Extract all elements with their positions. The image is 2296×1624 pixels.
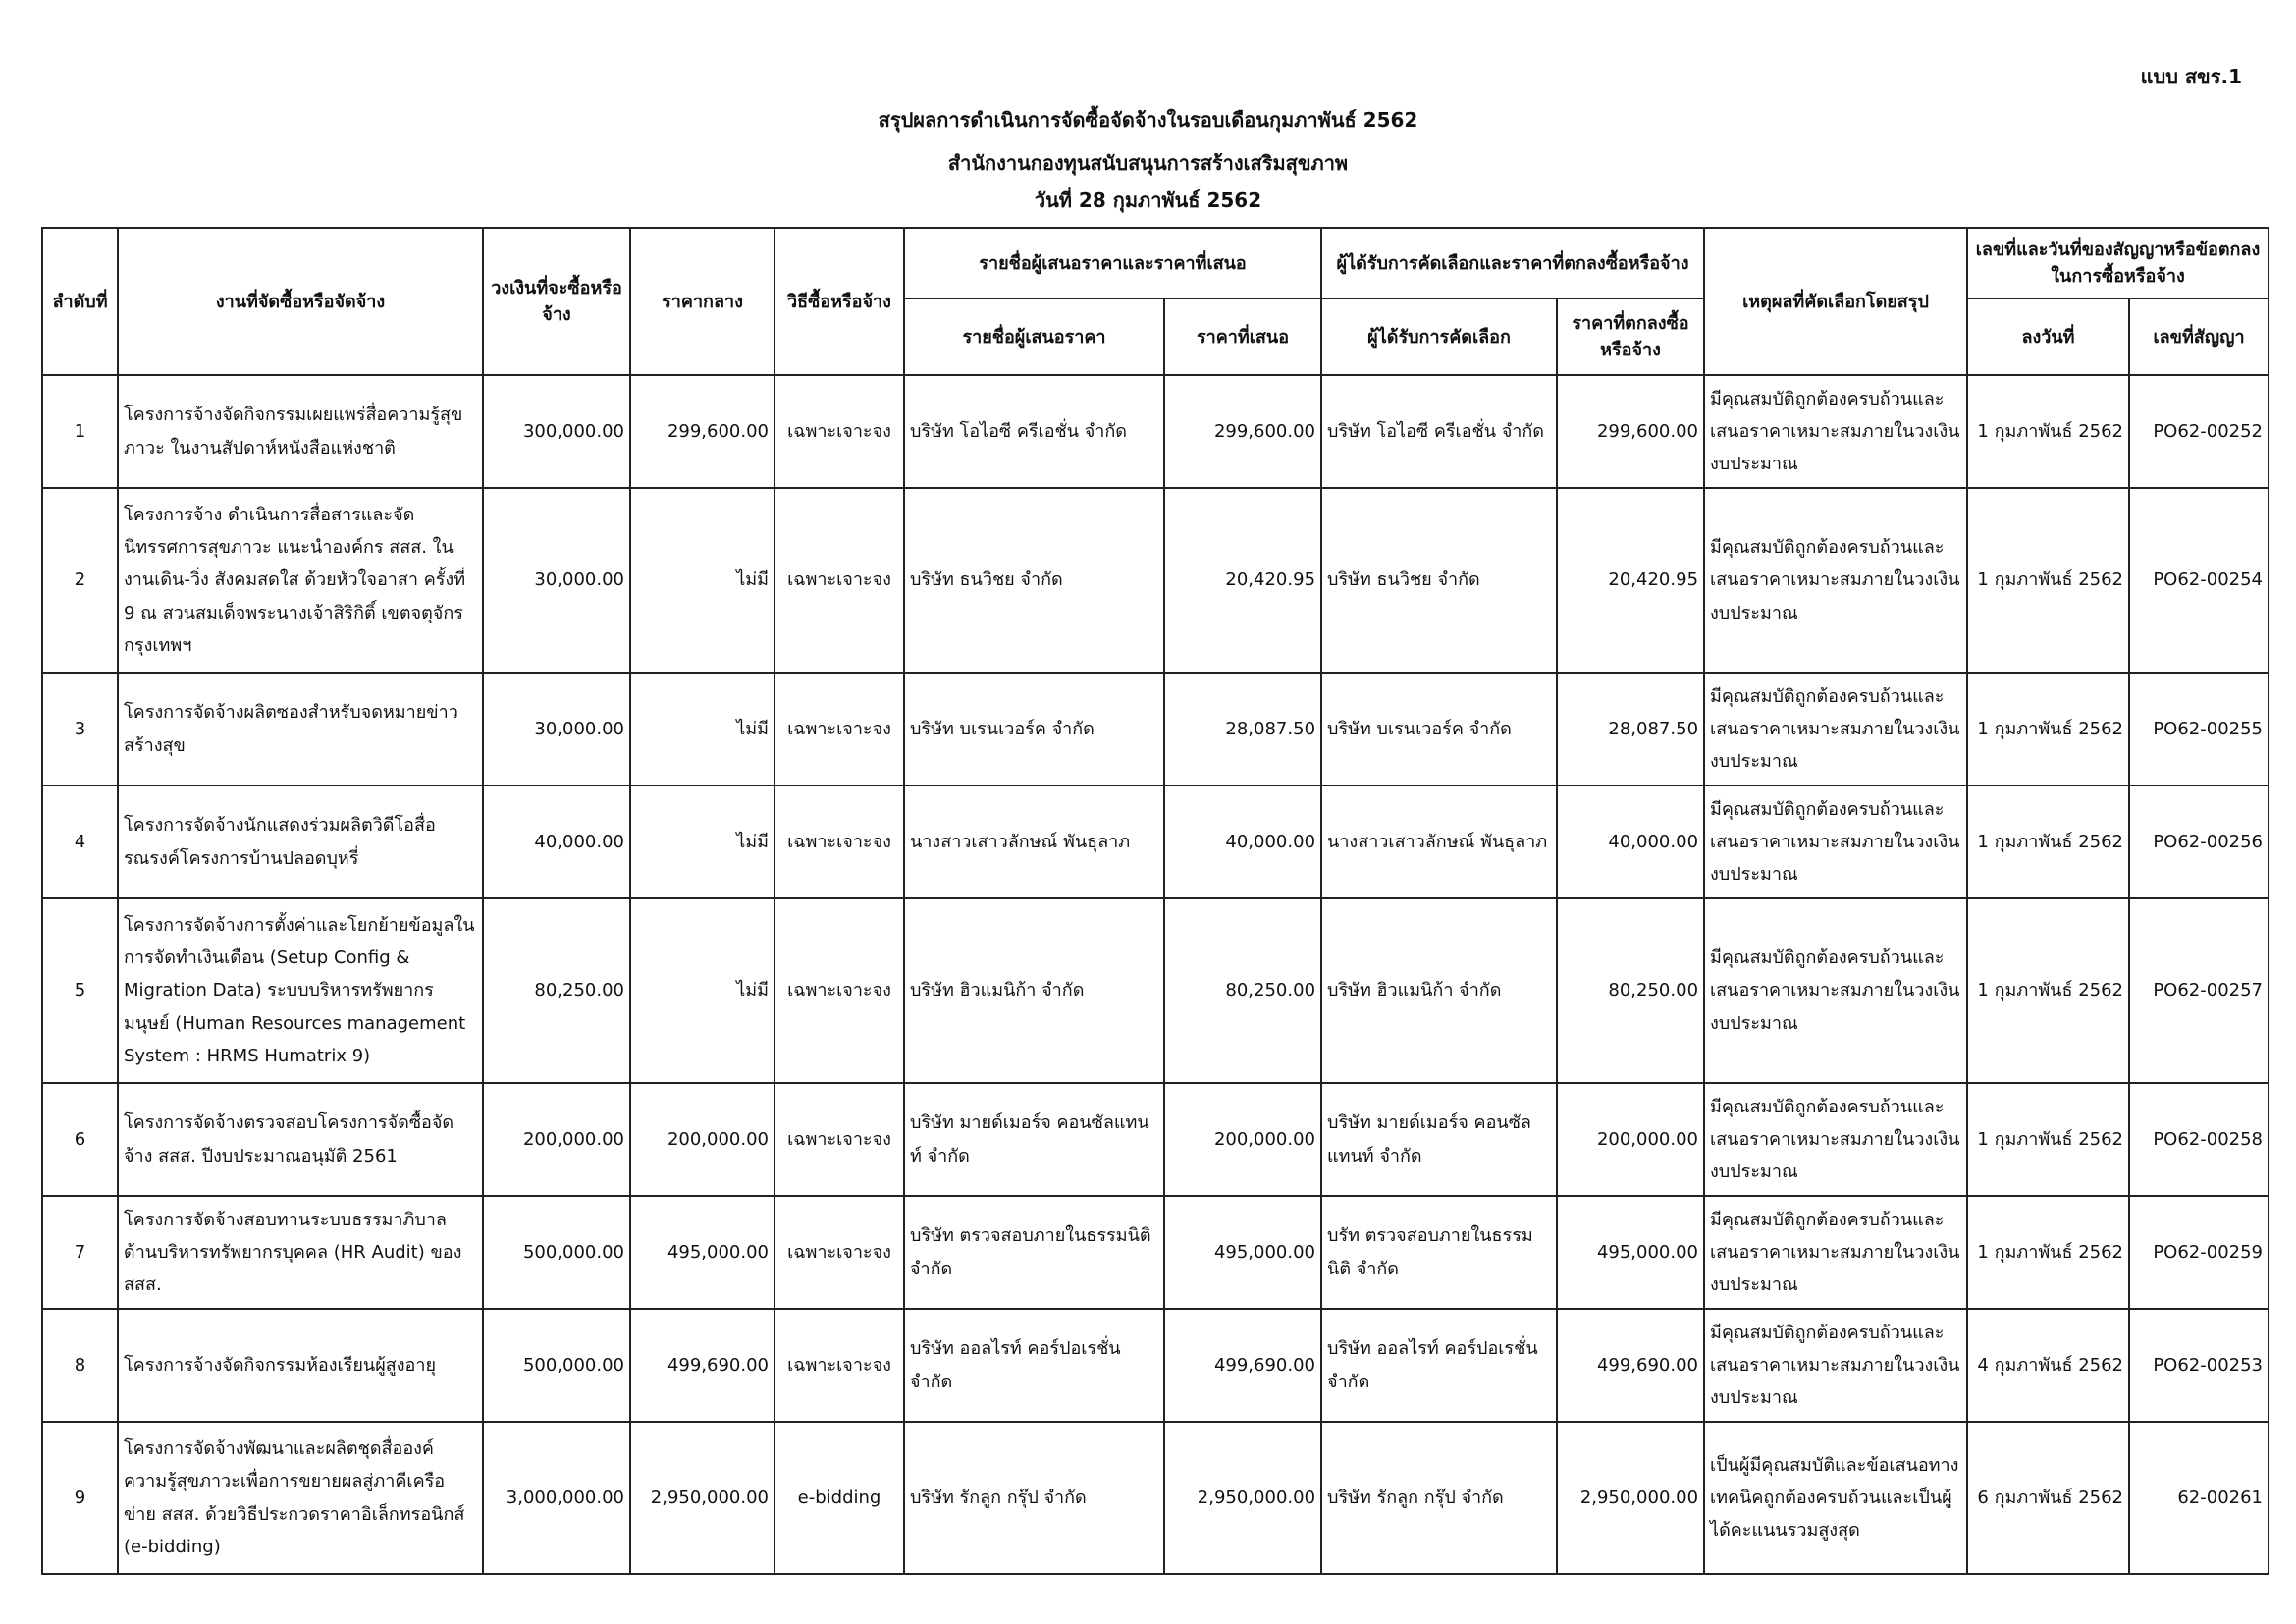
row-contract-date: 4 กุมภาพันธ์ 2562 [1967,1309,2129,1422]
row-bid-price: 200,000.00 [1164,1083,1321,1196]
row-bid-price: 299,600.00 [1164,375,1321,488]
row-median-price: 2,950,000.00 [630,1422,774,1574]
row-contract-date: 1 กุมภาพันธ์ 2562 [1967,785,2129,898]
row-no: 7 [42,1196,118,1309]
row-contract-date: 1 กุมภาพันธ์ 2562 [1967,898,2129,1083]
row-bid-price: 2,950,000.00 [1164,1422,1321,1574]
row-median-price: 299,600.00 [630,375,774,488]
row-reason: มีคุณสมบัติถูกต้องครบถ้วนและเสนอราคาเหมาะสมภายในวงเงินงบประมาณ [1704,375,1967,488]
row-method: เฉพาะเจาะจง [774,673,904,785]
row-reason: มีคุณสมบัติถูกต้องครบถ้วนและเสนอราคาเหมาะสมภายในวงเงินงบประมาณ [1704,1309,1967,1422]
row-contract-no: PO62-00258 [2129,1083,2269,1196]
procurement-table [41,227,2269,1575]
row-selected: บริษัท โอไอซี ครีเอชั่น จำกัด [1321,375,1557,488]
row-no: 3 [42,673,118,785]
row-selected: บรัท ตรวจสอบภายในธรรมนิติ จำกัด [1321,1196,1557,1309]
row-budget: 500,000.00 [483,1309,630,1422]
organization-name: สำนักงานกองทุนสนับสนุนการสร้างเสริมสุขภาพ [947,151,1349,175]
row-method: e-bidding [774,1422,904,1574]
row-contract-date: 1 กุมภาพันธ์ 2562 [1967,1083,2129,1196]
row-budget: 40,000.00 [483,785,630,898]
row-contract-date: 1 กุมภาพันธ์ 2562 [1967,375,2129,488]
row-work: โครงการจ้าง ดำเนินการสื่อสารและจัดนิทรรศการสุขภาวะ แนะนำองค์กร สสส. ในงานเดิน-วิ่ง สังคมสดใส ด้วยหัวใจอาสา ครั้งที่ 9 ณ สวนสมเด็จพระนางเจ้าสิริกิติ์ เขตจตุจักร กรุงเทพฯ [118,488,483,673]
row-work: โครงการจ้างจัดกิจกรรมห้องเรียนผู้สูงอายุ [118,1309,483,1422]
row-reason: มีคุณสมบัติถูกต้องครบถ้วนและเสนอราคาเหมาะสมภายในวงเงินงบประมาณ [1704,1196,1967,1309]
row-median-price: 499,690.00 [630,1309,774,1422]
row-agreed-price: 2,950,000.00 [1557,1422,1704,1574]
row-no: 6 [42,1083,118,1196]
row-no: 9 [42,1422,118,1574]
row-agreed-price: 28,087.50 [1557,673,1704,785]
row-reason: เป็นผู้มีคุณสมบัติและข้อเสนอทางเทคนิคถูกต้องครบถ้วนและเป็นผู้ได้คะแนนรวมสูงสุด [1704,1422,1967,1574]
row-budget: 3,000,000.00 [483,1422,630,1574]
row-bidder: นางสาวเสาวลักษณ์ พันธุลาภ [904,785,1164,898]
form-code: แบบ สขร.1 [2140,65,2242,88]
table-row [42,898,2269,1083]
row-agreed-price: 200,000.00 [1557,1083,1704,1196]
row-contract-no: PO62-00252 [2129,375,2269,488]
row-contract-no: PO62-00257 [2129,898,2269,1083]
row-contract-no: 62-00261 [2129,1422,2269,1574]
report-date: วันที่ 28 กุมภาพันธ์ 2562 [1034,189,1262,212]
header-budget: วงเงินที่จะซื้อหรือจ้าง [483,228,630,375]
header-no: ลำดับที่ [42,228,118,375]
table-row [42,1422,2269,1574]
row-budget: 500,000.00 [483,1196,630,1309]
row-agreed-price: 40,000.00 [1557,785,1704,898]
row-reason: มีคุณสมบัติถูกต้องครบถ้วนและเสนอราคาเหมาะสมภายในวงเงินงบประมาณ [1704,785,1967,898]
header-agreed-price: ราคาที่ตกลงซื้อหรือจ้าง [1557,298,1704,375]
row-work: โครงการจ้างจัดกิจกรรมเผยแพร่สื่อความรู้สุขภาวะ ในงานสัปดาห์หนังสือแห่งชาติ [118,375,483,488]
row-selected: บริษัท มายด์เมอร์จ คอนซัลแทนท์ จำกัด [1321,1083,1557,1196]
row-bidder: บริษัท ออลไรท์ คอร์ปอเรชั่น จำกัด [904,1309,1164,1422]
row-selected: บริษัท ธนวิชย จำกัด [1321,488,1557,673]
row-method: เฉพาะเจาะจง [774,1309,904,1422]
header-bidders-group: รายชื่อผู้เสนอราคาและราคาที่เสนอ [904,228,1321,298]
table-row [42,673,2269,785]
row-method: เฉพาะเจาะจง [774,785,904,898]
row-median-price: ไม่มี [630,673,774,785]
row-median-price: ไม่มี [630,488,774,673]
row-selected: บริษัท ออลไรท์ คอร์ปอเรชั่น จำกัด [1321,1309,1557,1422]
table-row [42,488,2269,673]
row-contract-no: PO62-00255 [2129,673,2269,785]
row-contract-date: 6 กุมภาพันธ์ 2562 [1967,1422,2129,1574]
row-agreed-price: 499,690.00 [1557,1309,1704,1422]
table-row [42,375,2269,488]
row-selected: บริษัท บเรนเวอร์ค จำกัด [1321,673,1557,785]
header-reason: เหตุผลที่คัดเลือกโดยสรุป [1704,228,1967,375]
row-contract-no: PO62-00253 [2129,1309,2269,1422]
row-agreed-price: 80,250.00 [1557,898,1704,1083]
row-method: เฉพาะเจาะจง [774,375,904,488]
row-no: 4 [42,785,118,898]
row-method: เฉพาะเจาะจง [774,1196,904,1309]
row-median-price: 495,000.00 [630,1196,774,1309]
row-median-price: ไม่มี [630,898,774,1083]
row-selected: บริษัท ฮิวแมนิก้า จำกัด [1321,898,1557,1083]
row-reason: มีคุณสมบัติถูกต้องครบถ้วนและเสนอราคาเหมาะสมภายในวงเงินงบประมาณ [1704,1083,1967,1196]
row-budget: 200,000.00 [483,1083,630,1196]
row-bid-price: 40,000.00 [1164,785,1321,898]
row-bidder: บริษัท มายด์เมอร์จ คอนซัลแทนท์ จำกัด [904,1083,1164,1196]
header-selected-name: ผู้ได้รับการคัดเลือก [1321,298,1557,375]
header-work: งานที่จัดซื้อหรือจัดจ้าง [118,228,483,375]
row-contract-no: PO62-00254 [2129,488,2269,673]
row-work: โครงการจัดจ้างพัฒนาและผลิตชุดสื่อองค์ความรู้สุขภาวะเพื่อการขยายผลสู่ภาคีเครือข่าย สสส. ด้วยวิธีประกวดราคาอิเล็กทรอนิกส์ (e-bidding) [118,1422,483,1574]
header-selected-group: ผู้ได้รับการคัดเลือกและราคาที่ตกลงซื้อหรือจ้าง [1321,228,1704,298]
row-work: โครงการจัดจ้างผลิตซองสำหรับจดหมายข่าวสร้างสุข [118,673,483,785]
row-method: เฉพาะเจาะจง [774,488,904,673]
row-budget: 300,000.00 [483,375,630,488]
row-bidder: บริษัท ฮิวแมนิก้า จำกัด [904,898,1164,1083]
row-reason: มีคุณสมบัติถูกต้องครบถ้วนและเสนอราคาเหมาะสมภายในวงเงินงบประมาณ [1704,488,1967,673]
row-no: 1 [42,375,118,488]
row-work: โครงการจัดจ้างตรวจสอบโครงการจัดซื้อจัดจ้าง สสส. ปีงบประมาณอนุมัติ 2561 [118,1083,483,1196]
row-contract-no: PO62-00259 [2129,1196,2269,1309]
row-work: โครงการจัดจ้างนักแสดงร่วมผลิตวิดีโอสื่อรณรงค์โครงการบ้านปลอดบุหรี่ [118,785,483,898]
header-bid-price: ราคาที่เสนอ [1164,298,1321,375]
header-contract-group: เลขที่และวันที่ของสัญญาหรือข้อตกลงในการซื้อหรือจ้าง [1967,228,2269,298]
row-median-price: ไม่มี [630,785,774,898]
row-bidder: บริษัท บเรนเวอร์ค จำกัด [904,673,1164,785]
row-contract-date: 1 กุมภาพันธ์ 2562 [1967,673,2129,785]
row-bidder: บริษัท โอไอซี ครีเอชั่น จำกัด [904,375,1164,488]
row-method: เฉพาะเจาะจง [774,1083,904,1196]
row-agreed-price: 299,600.00 [1557,375,1704,488]
header-median-price: ราคากลาง [630,228,774,375]
table-row [42,1309,2269,1422]
row-no: 5 [42,898,118,1083]
header-contract-no: เลขที่สัญญา [2129,298,2269,375]
table-row [42,1083,2269,1196]
row-selected: นางสาวเสาวลักษณ์ พันธุลาภ [1321,785,1557,898]
row-reason: มีคุณสมบัติถูกต้องครบถ้วนและเสนอราคาเหมาะสมภายในวงเงินงบประมาณ [1704,673,1967,785]
row-no: 2 [42,488,118,673]
row-bidder: บริษัท ตรวจสอบภายในธรรมนิติ จำกัด [904,1196,1164,1309]
row-bid-price: 28,087.50 [1164,673,1321,785]
row-bidder: บริษัท ธนวิชย จำกัด [904,488,1164,673]
header-contract-date: ลงวันที่ [1967,298,2129,375]
row-budget: 30,000.00 [483,488,630,673]
row-budget: 80,250.00 [483,898,630,1083]
row-budget: 30,000.00 [483,673,630,785]
row-work: โครงการจัดจ้างสอบทานระบบธรรมาภิบาลด้านบริหารทรัพยากรบุคคล (HR Audit) ของ สสส. [118,1196,483,1309]
row-agreed-price: 20,420.95 [1557,488,1704,673]
row-reason: มีคุณสมบัติถูกต้องครบถ้วนและเสนอราคาเหมาะสมภายในวงเงินงบประมาณ [1704,898,1967,1083]
row-bid-price: 80,250.00 [1164,898,1321,1083]
row-work: โครงการจัดจ้างการตั้งค่าและโยกย้ายข้อมูลในการจัดทำเงินเดือน (Setup Config & Migration Data) ระบบบริหารทรัพยากรมนุษย์ (Human Resources management System : HRMS Humatrix 9) [118,898,483,1083]
row-contract-date: 1 กุมภาพันธ์ 2562 [1967,1196,2129,1309]
row-method: เฉพาะเจาะจง [774,898,904,1083]
row-bid-price: 495,000.00 [1164,1196,1321,1309]
row-bid-price: 20,420.95 [1164,488,1321,673]
row-no: 8 [42,1309,118,1422]
row-bid-price: 499,690.00 [1164,1309,1321,1422]
row-selected: บริษัท รักลูก กรุ๊ป จำกัด [1321,1422,1557,1574]
row-bidder: บริษัท รักลูก กรุ๊ป จำกัด [904,1422,1164,1574]
row-agreed-price: 495,000.00 [1557,1196,1704,1309]
row-median-price: 200,000.00 [630,1083,774,1196]
table-row [42,785,2269,898]
header-method: วิธีซื้อหรือจ้าง [774,228,904,375]
table-row [42,1196,2269,1309]
row-contract-date: 1 กุมภาพันธ์ 2562 [1967,488,2129,673]
report-title: สรุปผลการดำเนินการจัดซื้อจัดจ้างในรอบเดือนกุมภาพันธ์ 2562 [878,108,1418,132]
header-bidder-name: รายชื่อผู้เสนอราคา [904,298,1164,375]
row-contract-no: PO62-00256 [2129,785,2269,898]
